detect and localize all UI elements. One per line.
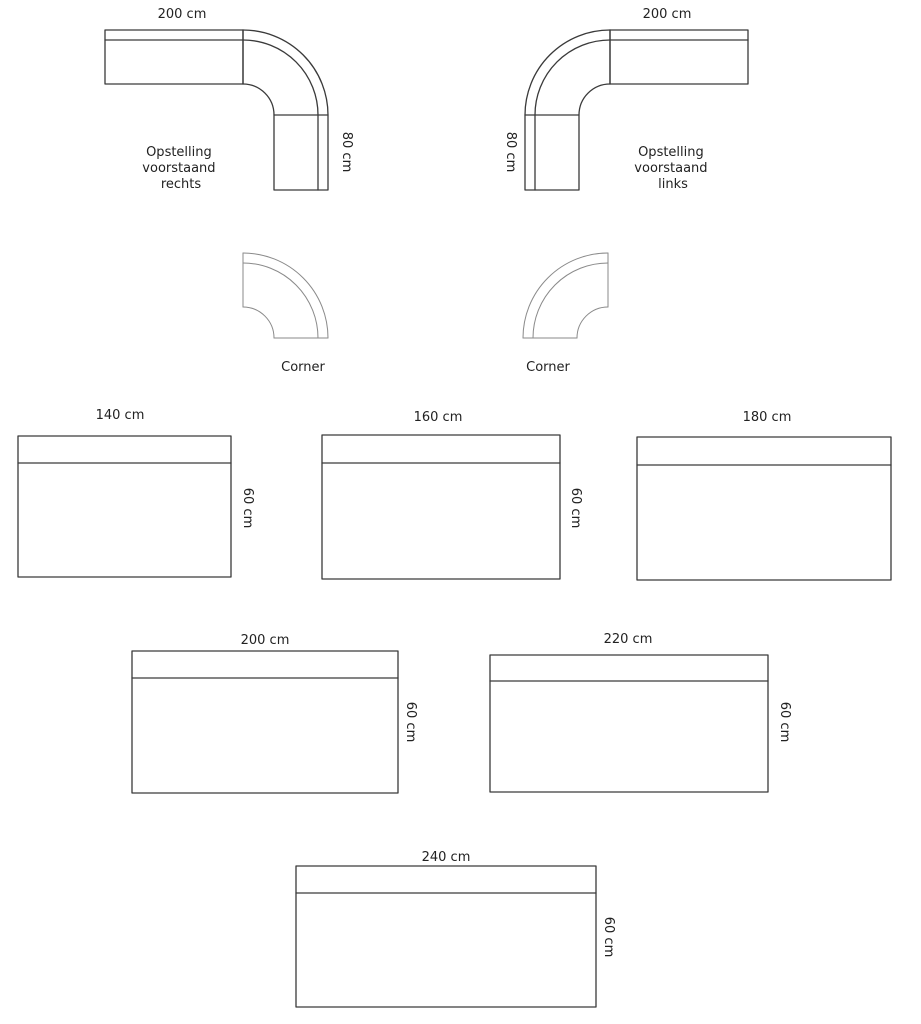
arrangement-left-vertical-seat xyxy=(525,115,579,190)
module-200-width-label: 200 cm xyxy=(240,633,290,648)
arrangement-right xyxy=(105,7,354,192)
module-220 xyxy=(490,632,792,792)
module-220-width-label: 220 cm xyxy=(603,632,653,647)
corner-label-2: Corner xyxy=(526,360,570,375)
arrangement-left-corner-seat xyxy=(525,30,610,115)
module-240-width-label: 240 cm xyxy=(421,850,471,865)
arrangement-left-caption: Opstelling voorstaand links xyxy=(634,145,708,192)
module-180 xyxy=(637,410,891,580)
module-160-depth-label: 60 cm xyxy=(568,487,583,529)
module-200 xyxy=(132,633,418,793)
corner-piece-left-facing xyxy=(523,253,608,375)
module-240 xyxy=(296,850,616,1007)
arrangement-right-vertical-seat xyxy=(274,115,328,190)
module-140-width-label: 140 cm xyxy=(95,408,145,423)
module-140 xyxy=(18,408,255,577)
module-240-depth-label: 60 cm xyxy=(601,916,616,958)
corner-piece-right-facing xyxy=(243,253,328,375)
module-180-width-label: 180 cm xyxy=(742,410,792,425)
arrangement-right-caption: Opstelling voorstaand rechts xyxy=(142,145,216,192)
arrangement-right-straight-seat xyxy=(105,30,243,84)
arrangement-left-straight-seat xyxy=(610,30,748,84)
arrangement-left xyxy=(503,7,748,192)
module-200-depth-label: 60 cm xyxy=(403,701,418,743)
arrangement-left-depth-label: 80 cm xyxy=(503,131,518,173)
arrangement-right-width-label: 200 cm xyxy=(157,7,207,22)
arrangement-right-depth-label: 80 cm xyxy=(339,131,354,173)
corner-label-1: Corner xyxy=(281,360,325,375)
arrangement-left-width-label: 200 cm xyxy=(642,7,692,22)
module-160 xyxy=(322,410,583,579)
module-220-depth-label: 60 cm xyxy=(777,701,792,743)
module-160-width-label: 160 cm xyxy=(413,410,463,425)
module-140-depth-label: 60 cm xyxy=(240,487,255,529)
arrangement-right-corner-seat xyxy=(243,30,328,115)
